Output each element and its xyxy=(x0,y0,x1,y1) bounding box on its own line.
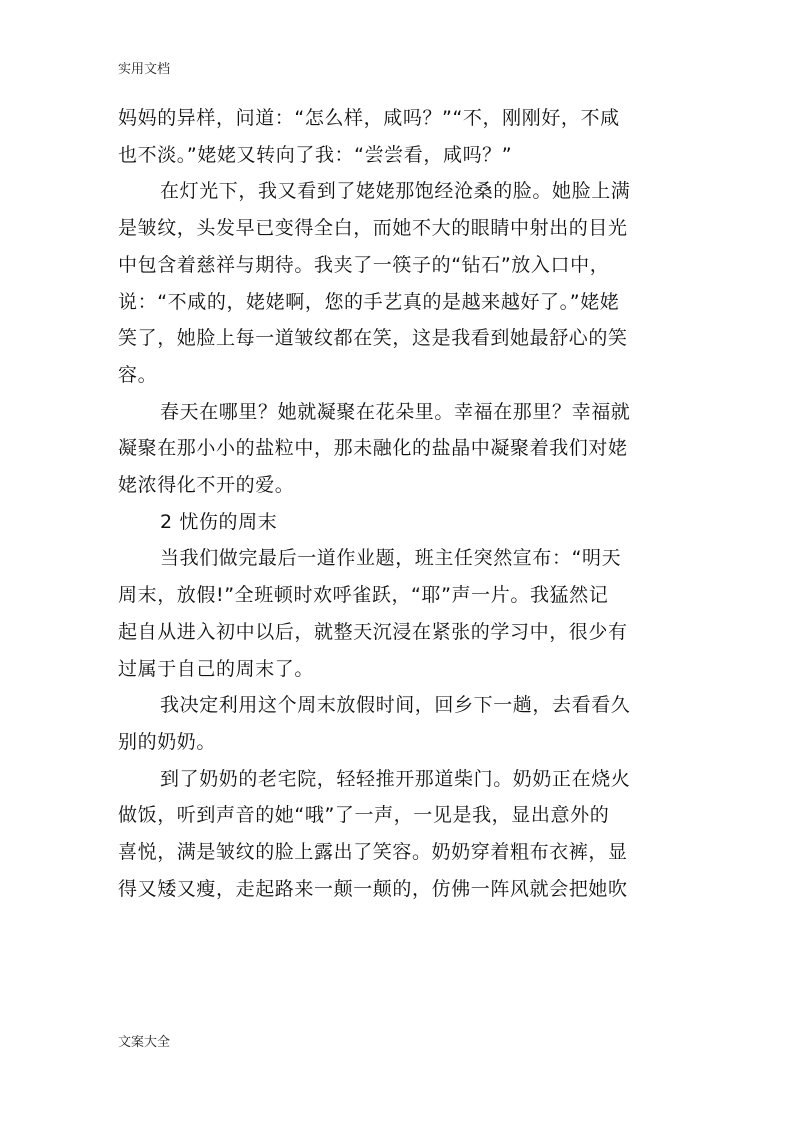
text-line: 姥浓得化不开的爱。 xyxy=(118,474,295,497)
paragraph-start: 当我们做完最后一道作业题，班主任突然宣布：“明天 xyxy=(160,547,622,570)
text-line: 笑了，她脸上每一道皱纹都在笑，这是我看到她最舒心的笑 xyxy=(118,327,628,350)
text-line: 中包含着慈祥与期待。我夹了一筷子的“钻石”放入口中， xyxy=(118,253,610,276)
paragraph-start: 我决定利用这个周末放假时间，回乡下一趟，去看看久 xyxy=(160,694,631,717)
text-line: 过属于自己的周末了。 xyxy=(118,657,315,680)
paragraph-start: 到了奶奶的老宅院，轻轻推开那道柴门。奶奶正在烧火 xyxy=(160,767,631,790)
text-line: 周末，放假!”全班顿时欢呼雀跃，“耶”声一片。我猛然记 xyxy=(118,584,609,607)
text-line: 是皱纹，头发早已变得全白，而她不大的眼睛中射出的目光 xyxy=(118,217,628,240)
text-line: 起自从进入初中以后，就整天沉浸在紧张的学习中，很少有 xyxy=(118,620,628,643)
text-line: 得又矮又瘦，走起路来一颠一颠的，仿佛一阵风就会把她吹 xyxy=(118,877,628,900)
text-line: 也不淡。”姥姥又转向了我：“尝尝看，咸吗？” xyxy=(118,143,513,166)
page-footer: 文案大全 xyxy=(118,1035,171,1050)
page-header: 实用文档 xyxy=(118,62,171,77)
text-line: 凝聚在那小小的盐粒中，那未融化的盐晶中凝聚着我们对姥 xyxy=(118,437,628,460)
paragraph-start: 春天在哪里？她就凝聚在花朵里。幸福在那里？幸福就 xyxy=(160,400,631,423)
text-line: 别的奶奶。 xyxy=(118,730,217,753)
text-line: 容。 xyxy=(118,363,158,386)
text-line: 喜悦，满是皱纹的脸上露出了笑容。奶奶穿着粗布衣裤，显 xyxy=(118,841,628,864)
text-line: 妈妈的异样，问道：“怎么样，咸吗？”“不，刚刚好，不咸 xyxy=(118,107,620,129)
text-line: 说：“不咸的，姥姥啊，您的手艺真的是越来越好了。”姥姥 xyxy=(118,290,620,313)
paragraph-start: 在灯光下，我又看到了姥姥那饱经沧桑的脸。她脸上满 xyxy=(160,180,631,203)
section-heading: 2 忧伤的周末 xyxy=(160,510,278,533)
text-line: 做饭，听到声音的她“哦”了一声，一见是我，显出意外的 xyxy=(118,804,610,827)
document-body xyxy=(118,100,678,907)
